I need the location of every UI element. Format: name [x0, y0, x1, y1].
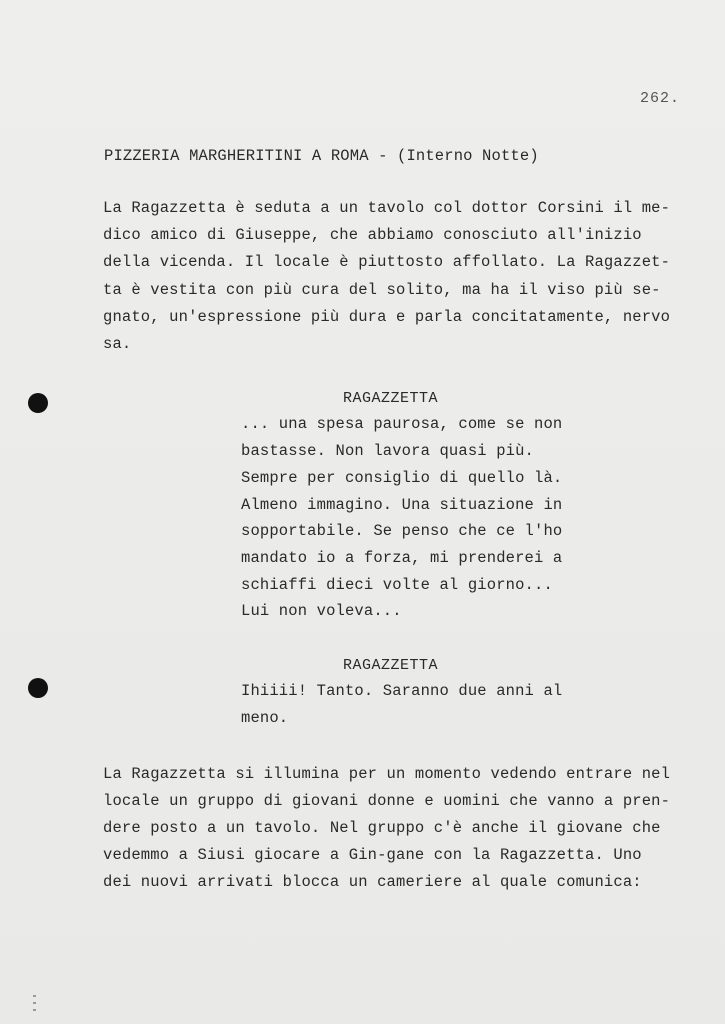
text-line: locale un gruppo di giovani donne e uomini che vanno a pren- — [103, 792, 671, 810]
text-line: vedemmo a Siusi giocare a Gin-gane con la Ragazzetta. Uno — [103, 846, 642, 864]
dialogue-line: ... una spesa paurosa, come se non — [241, 415, 563, 433]
binder-hole-top — [28, 393, 48, 413]
text-line: La Ragazzetta è seduta a un tavolo col dottor Corsini il me- — [103, 199, 671, 217]
text-line: sa. — [103, 335, 132, 353]
dialogue-line: meno. — [241, 709, 289, 727]
dialogue-line: mandato io a forza, mi prenderei a — [241, 549, 563, 567]
character-name-2: RAGAZZETTA — [343, 657, 439, 674]
margin-dots — [33, 995, 36, 1015]
scene-heading: PIZZERIA MARGHERITINI A ROMA - (Interno Notte) — [104, 147, 539, 165]
text-line: gnato, un'espressione più dura e parla concitatamente, nervo — [103, 308, 671, 326]
text-line: dere posto a un tavolo. Nel gruppo c'è anche il giovane che — [103, 819, 661, 837]
dialogue-line: schiaffi dieci volte al giorno... — [241, 576, 553, 594]
dialogue-line: Sempre per consiglio di quello là. — [241, 469, 563, 487]
text-line: dei nuovi arrivati blocca un cameriere al quale comunica: — [103, 873, 642, 891]
dialogue-line: Lui non voleva... — [241, 602, 402, 620]
text-line: dico amico di Giuseppe, che abbiamo conosciuto all'inizio — [103, 226, 642, 244]
text-line: ta è vestita con più cura del solito, ma ha il viso più se- — [103, 281, 661, 299]
dialogue-line: sopportabile. Se penso che ce l'ho — [241, 522, 563, 540]
text-line: La Ragazzetta si illumina per un momento vedendo entrare nel — [103, 765, 671, 783]
dialogue-line: bastasse. Non lavora quasi più. — [241, 442, 534, 460]
dialogue-line: Almeno immagino. Una situazione in — [241, 496, 563, 514]
page-number: 262. — [640, 90, 681, 107]
character-name-1: RAGAZZETTA — [343, 390, 439, 407]
binder-hole-bottom — [28, 678, 48, 698]
dialogue-line: Ihiiii! Tanto. Saranno due anni al — [241, 682, 563, 700]
text-line: della vicenda. Il locale è piuttosto affollato. La Ragazzet- — [103, 253, 671, 271]
